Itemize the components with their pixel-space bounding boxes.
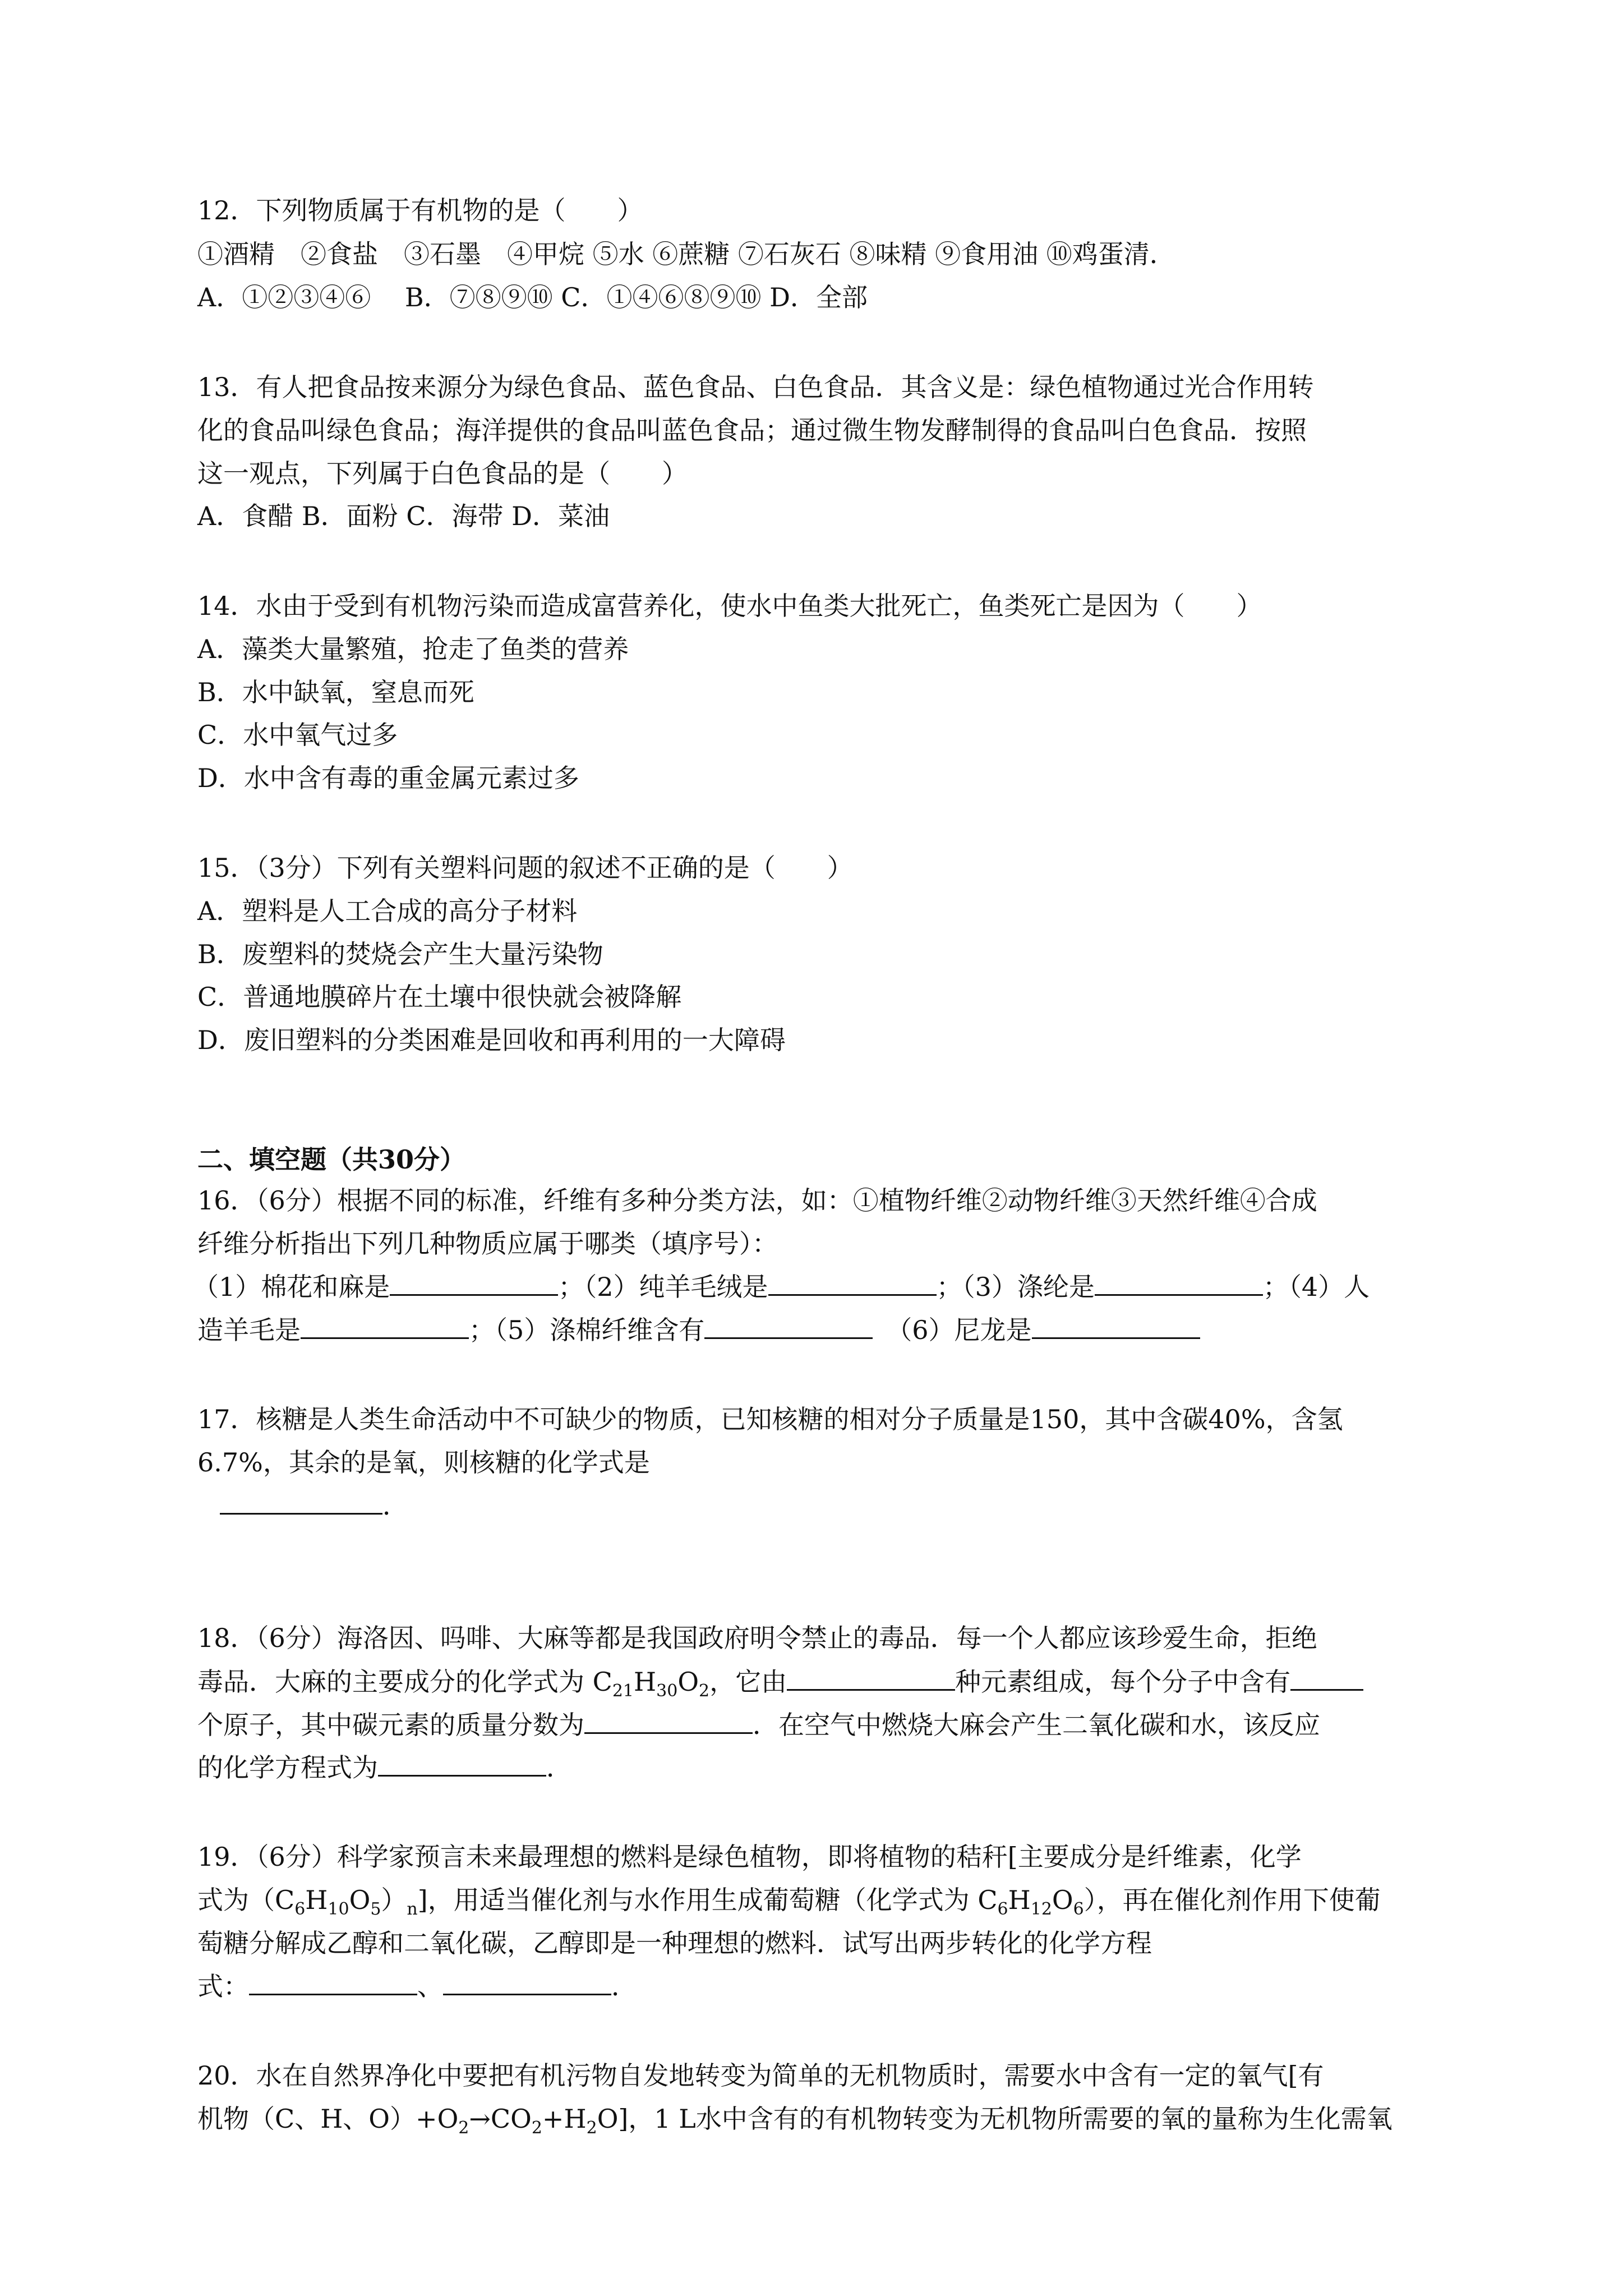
q13-line3: 这一观点，下列属于白色食品的是（ ） bbox=[197, 458, 688, 489]
q18-text-g: ． bbox=[546, 1752, 572, 1783]
q16-line4 bbox=[197, 1313, 1431, 1347]
q18-text-a: 毒品．大麻的主要成分的化学式为 C bbox=[197, 1667, 612, 1697]
q18-h: H bbox=[634, 1667, 657, 1697]
q19-text-b: ]，用适当催化剂与水作用生成葡萄糖（化学式为 C bbox=[417, 1885, 998, 1915]
q16-part7-label: （6）尼龙是 bbox=[886, 1315, 1032, 1345]
q18-text-c: 种元素组成，每个分子中含有 bbox=[955, 1667, 1291, 1697]
q19-line4 bbox=[197, 1969, 1431, 2003]
q14-stem: 14．水由于受到有机物污染而造成富营养化，使水中鱼类大批死亡，鱼类死亡是因为（ ） bbox=[197, 591, 1262, 621]
q14-option-d: D．水中含有毒的重金属元素过多 bbox=[197, 763, 579, 793]
q18-answer-blank-4[interactable] bbox=[378, 1750, 546, 1777]
q18-text-b: ，它由 bbox=[709, 1667, 787, 1697]
q19-line2 bbox=[197, 1883, 1431, 1926]
q16-part5-label: 造羊毛是 bbox=[197, 1315, 301, 1345]
q19-line1: 19．（6分）科学家预言未来最理想的燃料是绿色植物，即将植物的秸秆[主要成分是纤维素，化学 bbox=[197, 1842, 1302, 1872]
q15-option-d: D．废旧塑料的分类困难是回收和再利用的一大障碍 bbox=[197, 1025, 786, 1055]
q19-answer-blank-2[interactable] bbox=[443, 1969, 611, 1995]
q16-line3 bbox=[193, 1269, 1427, 1304]
q17-line3 bbox=[220, 1488, 1454, 1522]
q17-line2: 6.7%，其余的是氧，则核糖的化学式是 bbox=[197, 1447, 650, 1478]
q18-sub-2: 2 bbox=[699, 1681, 710, 1701]
q20-text-a: 机物（C、H、O）+O bbox=[197, 2104, 459, 2134]
q16-part1-label: （1）棉花和麻是 bbox=[193, 1272, 390, 1302]
q14-option-a: A．藻类大量繁殖，抢走了鱼类的营养 bbox=[197, 634, 629, 664]
q16-answer-blank-1[interactable] bbox=[390, 1269, 558, 1296]
q19-answer-blank-1[interactable] bbox=[249, 1969, 417, 1995]
q16-part3-label: ；（3）涤纶是 bbox=[936, 1272, 1095, 1302]
q20-sub-2b: 2 bbox=[531, 2118, 542, 2138]
q19-sub-10: 10 bbox=[328, 1899, 349, 1919]
q16-answer-blank-2[interactable] bbox=[768, 1269, 937, 1296]
q19-sub-6: 6 bbox=[294, 1899, 306, 1919]
q19-sub-n: n bbox=[407, 1899, 418, 1919]
q16-answer-blank-4[interactable] bbox=[301, 1313, 469, 1339]
q12-items: ①酒精 ②食盐 ③石墨 ④甲烷 ⑤水 ⑥蔗糖 ⑦石灰石 ⑧味精 ⑨食用油 ⑩鸡蛋清． bbox=[197, 239, 1175, 269]
q16-part2-label: ；（2）纯羊毛绒是 bbox=[558, 1272, 768, 1302]
q16-part6-label: ；（5）涤棉纤维含有 bbox=[469, 1315, 705, 1345]
q19-line3: 萄糖分解成乙醇和二氧化碳，乙醇即是一种理想的燃料．试写出两步转化的化学方程 bbox=[197, 1928, 1152, 1958]
q13-options: A．食醋 B．面粉 C．海带 D．菜油 bbox=[197, 501, 610, 531]
q16-line1: 16．（6分）根据不同的标准，纤维有多种分类方法，如：①植物纤维②动物纤维③天然纤维④合成 bbox=[197, 1185, 1317, 1216]
q19-close-paren: ） bbox=[381, 1885, 407, 1915]
q19-separator: 、 bbox=[417, 1971, 443, 2001]
q14-option-b: B．水中缺氧，窒息而死 bbox=[197, 677, 474, 707]
q20-arrow: →CO bbox=[469, 2104, 532, 2134]
q18-line3 bbox=[197, 1708, 1431, 1742]
q18-answer-blank-2[interactable] bbox=[1290, 1664, 1363, 1691]
q19-sub-5: 5 bbox=[370, 1899, 381, 1919]
q19-text-c: ），再在催化剂作用下使葡 bbox=[1083, 1885, 1381, 1915]
q19-text-a: 式为（C bbox=[197, 1885, 295, 1915]
q20-line1: 20．水在自然界净化中要把有机污物自发地转变为简单的无机物质时，需要水中含有一定的氧气[有 bbox=[197, 2060, 1324, 2091]
q19-sub-12: 12 bbox=[1030, 1899, 1052, 1919]
q20-text-b: O]，1 L水中含有的有机物转变为无机物所需要的氧的量称为生化需氧 bbox=[597, 2104, 1393, 2134]
q15-stem: 15．（3分）下列有关塑料问题的叙述不正确的是（ ） bbox=[197, 853, 853, 883]
q19-sub-6c: 6 bbox=[1073, 1899, 1084, 1919]
q20-sub-2a: 2 bbox=[458, 2118, 469, 2138]
q18-answer-blank-3[interactable] bbox=[584, 1708, 753, 1734]
q17-answer-blank[interactable] bbox=[220, 1488, 382, 1515]
q18-line4 bbox=[197, 1750, 1431, 1784]
q12-stem: 12．下列物质属于有机物的是（ ） bbox=[197, 195, 643, 226]
q18-text-f: 的化学方程式为 bbox=[197, 1752, 378, 1783]
q19-text-d: 式： bbox=[197, 1971, 249, 2001]
q17-end: ． bbox=[382, 1490, 408, 1521]
q17-line1: 17．核糖是人类生命活动中不可缺少的物质，已知核糖的相对分子质量是150，其中含碳40%，含氢 bbox=[197, 1404, 1343, 1434]
q18-o: O bbox=[677, 1667, 699, 1697]
q18-text-e: ．在空气中燃烧大麻会产生二氧化碳和水，该反应 bbox=[753, 1710, 1320, 1740]
q12-options: A．①②③④⑥ B．⑦⑧⑨⑩ C．①④⑥⑧⑨⑩ D．全部 bbox=[197, 282, 868, 312]
q13-line1: 13．有人把食品按来源分为绿色食品、蓝色食品、白色食品．其含义是：绿色植物通过光合作用转 bbox=[197, 372, 1314, 402]
q16-line2: 纤维分析指出下列几种物质应属于哪类（填序号）： bbox=[197, 1228, 778, 1259]
q19-o2: O bbox=[1052, 1885, 1073, 1915]
section-2-title: 二、填空题（共30分） bbox=[197, 1144, 466, 1175]
q19-o: O bbox=[349, 1885, 371, 1915]
q18-sub-21: 21 bbox=[612, 1681, 634, 1701]
q20-sub-2c: 2 bbox=[586, 2118, 597, 2138]
q13-line2: 化的食品叫绿色食品；海洋提供的食品叫蓝色食品；通过微生物发酵制得的食品叫白色食品．按照 bbox=[197, 415, 1307, 445]
q18-line2 bbox=[197, 1664, 1431, 1708]
q18-answer-blank-1[interactable] bbox=[787, 1664, 955, 1691]
q15-option-b: B．废塑料的焚烧会产生大量污染物 bbox=[197, 939, 603, 969]
q18-sub-30: 30 bbox=[656, 1681, 678, 1701]
q20-line2 bbox=[197, 2102, 1431, 2145]
q19-h: H bbox=[305, 1885, 328, 1915]
q16-part4-label: ；（4）人 bbox=[1262, 1272, 1370, 1302]
q15-option-c: C．普通地膜碎片在土壤中很快就会被降解 bbox=[197, 982, 682, 1012]
q20-plus: +H bbox=[542, 2104, 587, 2134]
q15-option-a: A．塑料是人工合成的高分子材料 bbox=[197, 896, 578, 926]
q16-answer-blank-6[interactable] bbox=[1032, 1313, 1200, 1339]
q18-line1: 18．（6分）海洛因、吗啡、大麻等都是我国政府明令禁止的毒品．每一个人都应该珍爱生命，拒绝 bbox=[197, 1623, 1317, 1653]
q14-option-c: C．水中氧气过多 bbox=[197, 720, 398, 750]
q19-end: ． bbox=[611, 1971, 637, 2001]
q19-sub-6b: 6 bbox=[997, 1899, 1008, 1919]
q16-answer-blank-3[interactable] bbox=[1095, 1269, 1263, 1296]
q19-h2: H bbox=[1008, 1885, 1031, 1915]
q18-text-d: 个原子，其中碳元素的质量分数为 bbox=[197, 1710, 584, 1740]
q16-answer-blank-5[interactable] bbox=[704, 1313, 873, 1339]
